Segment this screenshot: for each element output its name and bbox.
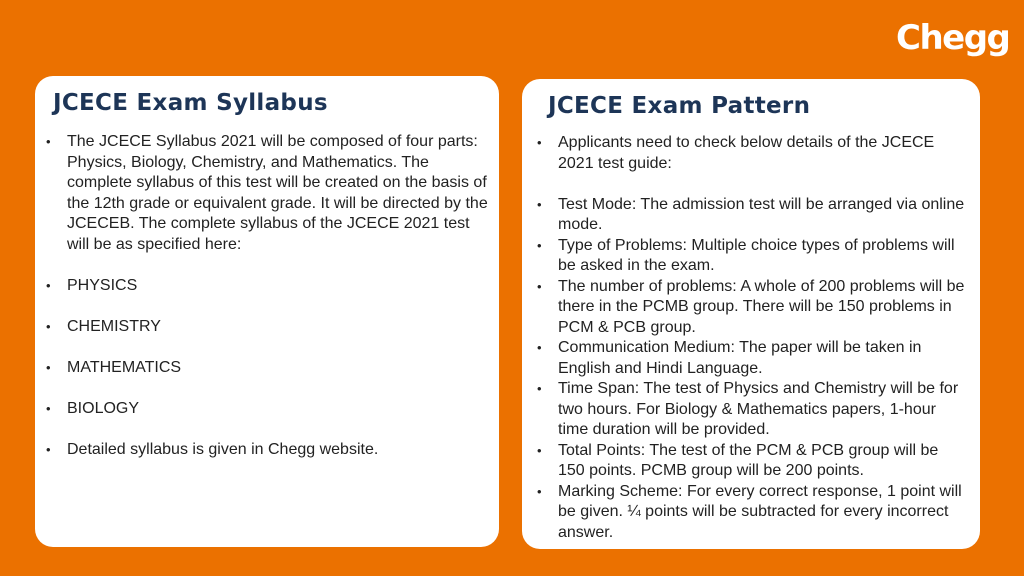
syllabus-list <box>43 132 489 460</box>
pattern-title: JCECE Exam Pattern <box>548 93 811 119</box>
syllabus-item-physics: • PHYSICS <box>43 276 489 297</box>
syllabus-item-chemistry: • CHEMISTRY <box>43 317 489 338</box>
pattern-item-marking-scheme: • Marking Scheme: For every correct response, 1 point will be given. ¼ points will be subtracted for every incorrect answer. <box>534 482 966 544</box>
syllabus-item-intro: • The JCECE Syllabus 2021 will be composed of four parts: Physics, Biology, Chemistry, and Mathematics. The complete syllabus of this test will be created on the basis of the 12th grade or equivalent grade. It will be directed by the JCECEB. The complete syllabus of the JCECE 2021 test will be as specified here: <box>43 132 489 255</box>
pattern-item-total-points: • Total Points: The test of the PCM & PCB group will be 150 points. PCMB group will be 200 points. <box>534 441 966 482</box>
pattern-item-time-span: • Time Span: The test of Physics and Chemistry will be for two hours. For Biology & Mathematics papers, 1-hour time duration will be provided. <box>534 379 966 441</box>
pattern-item-problem-type: • Type of Problems: Multiple choice types of problems will be asked in the exam. <box>534 236 966 277</box>
syllabus-item-biology: • BIOLOGY <box>43 399 489 420</box>
pattern-list <box>534 133 966 543</box>
syllabus-card <box>35 76 499 547</box>
syllabus-title: JCECE Exam Syllabus <box>53 90 328 116</box>
pattern-item-test-mode: • Test Mode: The admission test will be arranged via online mode. <box>534 195 966 236</box>
pattern-item-medium: • Communication Medium: The paper will be taken in English and Hindi Language. <box>534 338 966 379</box>
chegg-logo: Chegg <box>896 18 1010 58</box>
pattern-item-intro: • Applicants need to check below details of the JCECE 2021 test guide: <box>534 133 966 174</box>
syllabus-item-detailed-note: • Detailed syllabus is given in Chegg website. <box>43 440 489 461</box>
pattern-item-problem-count: • The number of problems: A whole of 200 problems will be there in the PCMB group. There will be 150 problems in PCM & PCB group. <box>534 277 966 339</box>
syllabus-item-mathematics: • MATHEMATICS <box>43 358 489 379</box>
pattern-card <box>522 79 980 549</box>
